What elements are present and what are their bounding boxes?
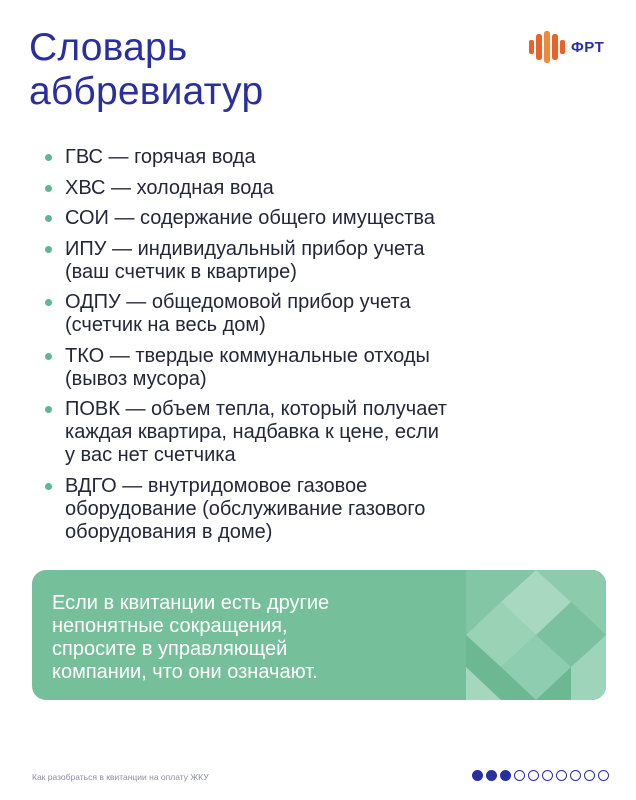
decorative-pattern <box>466 570 606 700</box>
abbreviation-item <box>45 398 605 467</box>
note-text-line: непонятные сокращения, <box>52 615 288 637</box>
abbreviation-list <box>45 146 605 551</box>
pager-dot <box>556 770 567 781</box>
pager-dot <box>542 770 553 781</box>
pager-dot <box>528 770 539 781</box>
bullet-dot-icon <box>45 299 52 306</box>
page-indicator <box>472 770 609 781</box>
page-title-line-1: Словарь <box>29 26 188 69</box>
footer-caption: Как разобраться в квитанции на оплату ЖКУ <box>32 772 209 782</box>
logo-text: ФРТ <box>571 38 605 56</box>
pager-dot <box>472 770 483 781</box>
abbreviation-text-line: оборудования в доме) <box>65 520 273 543</box>
note-box <box>32 570 606 700</box>
abbreviation-text-line: ХВС — холодная вода <box>65 176 274 199</box>
pager-dot <box>584 770 595 781</box>
note-text-line: спросите в управляющей <box>52 638 288 660</box>
bullet-dot-icon <box>45 406 52 413</box>
abbreviation-text-line: ТКО — твердые коммунальные отходы <box>65 344 430 367</box>
note-text-line: компании, что они означают. <box>52 661 318 683</box>
bullet-dot-icon <box>45 154 52 161</box>
pager-dot <box>486 770 497 781</box>
pager-dot <box>514 770 525 781</box>
pager-dot <box>500 770 511 781</box>
abbreviation-text-line: (счетчик на весь дом) <box>65 314 266 336</box>
bullet-dot-icon <box>45 246 52 253</box>
abbreviation-text-line: (вывоз мусора) <box>65 367 207 390</box>
abbreviation-text-line: у вас нет счетчика <box>65 444 236 466</box>
abbreviation-item <box>45 238 605 284</box>
page-title-line-2: аббревиатур <box>29 70 264 113</box>
note-text-line: Если в квитанции есть другие <box>52 592 330 614</box>
bullet-dot-icon <box>45 353 52 360</box>
bullet-dot-icon <box>45 483 52 490</box>
frt-logo-icon <box>529 31 565 63</box>
abbreviation-item <box>45 146 605 169</box>
abbreviation-text-line: ИПУ — индивидуальный прибор учета <box>65 237 425 260</box>
bullet-dot-icon <box>45 215 52 222</box>
pager-dot <box>570 770 581 781</box>
abbreviation-text-line: каждая квартира, надбавка к цене, если <box>65 421 439 443</box>
abbreviation-item <box>45 177 605 200</box>
abbreviation-text-line: СОИ — содержание общего имущества <box>65 207 435 229</box>
abbreviation-item <box>45 475 605 544</box>
abbreviation-item <box>45 345 605 391</box>
bullet-dot-icon <box>45 185 52 192</box>
abbreviation-text-line: ПОВК — объем тепла, который получает <box>65 398 447 420</box>
abbreviation-text-line: ВДГО — внутридомовое газовое <box>65 474 368 497</box>
pager-dot <box>598 770 609 781</box>
abbreviation-item <box>45 207 605 230</box>
page-title <box>29 26 263 114</box>
abbreviation-item <box>45 291 605 337</box>
frt-logo <box>529 31 604 63</box>
abbreviation-text-line: (ваш счетчик в квартире) <box>65 260 297 283</box>
note-text <box>52 592 452 684</box>
abbreviation-text-line: ОДПУ — общедомовой прибор учета <box>65 291 411 313</box>
abbreviation-text-line: оборудование (обслуживание газового <box>65 497 426 520</box>
abbreviation-text-line: ГВС — горячая вода <box>65 146 256 168</box>
